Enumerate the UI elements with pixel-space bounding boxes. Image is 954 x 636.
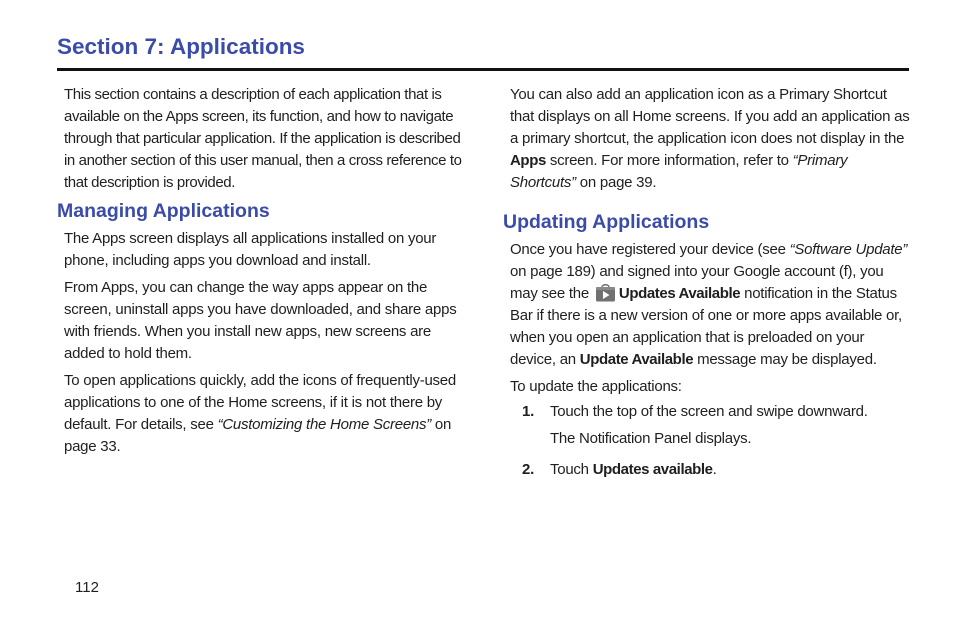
- update-available-term: Update Available: [579, 351, 694, 368]
- shortcut-text-2: screen. For more information, refer to: [545, 152, 793, 169]
- page-number: 112: [75, 579, 99, 596]
- step-text: Touch the top of the screen and swipe downward.: [550, 403, 868, 420]
- step-number: 1.: [522, 403, 535, 420]
- step-1-result: The Notification Panel displays.: [550, 430, 752, 447]
- primary-shortcut-paragraph: [510, 84, 910, 194]
- software-update-link[interactable]: “Software Update”: [789, 241, 908, 258]
- open-apps-paragraph: [64, 370, 464, 458]
- step-2: [510, 459, 910, 481]
- registration-text-4: message may be displayed.: [693, 351, 877, 368]
- left-column: [57, 84, 464, 458]
- title-divider: [57, 68, 909, 71]
- step-text-end: .: [712, 461, 717, 478]
- update-steps-list: [510, 401, 910, 481]
- updates-available-action: Updates available: [592, 461, 713, 478]
- play-store-icon: [595, 283, 616, 302]
- updates-available-term: Updates Available: [618, 285, 741, 302]
- step-text: Touch: [550, 461, 593, 478]
- apps-term: Apps: [510, 152, 546, 169]
- shortcut-text: You can also add an application icon as a Primary Shortcut that displays on all Home screens. If you add an application as a primary shortcut, the application icon does not display in the: [510, 86, 910, 147]
- step-1: [510, 401, 910, 423]
- right-column: [503, 84, 910, 481]
- managing-applications-heading: Managing Applications: [57, 200, 270, 222]
- step-number: 2.: [522, 461, 535, 478]
- registration-text: Once you have registered your device (see: [510, 241, 790, 258]
- open-apps-page-ref: on page 33.: [64, 416, 452, 455]
- intro-paragraph: This section contains a description of each application that is available on the Apps screen, its function, and how to navigate through that particular application. If the application is described in another section of this user manual, then a cross reference to that description is provided.: [64, 86, 462, 191]
- update-instructions-intro: To update the applications:: [510, 378, 682, 395]
- page-title: Section 7: Applications: [57, 34, 305, 59]
- primary-shortcuts-link[interactable]: “Primary Shortcuts”: [510, 152, 848, 191]
- from-apps-paragraph: From Apps, you can change the way apps appear on the screen, uninstall apps you have downloaded, and share apps with friends. When you install new apps, new screens are added to hold them.: [64, 279, 457, 362]
- apps-screen-paragraph: The Apps screen displays all applications installed on your phone, including apps you download and install.: [64, 230, 437, 269]
- open-apps-text: To open applications quickly, add the icons of frequently-used applications to one of the Home screens, if it is not there by default. For details, see: [64, 372, 456, 433]
- customizing-home-screens-link[interactable]: “Customizing the Home Screens”: [217, 416, 432, 433]
- updating-applications-heading: Updating Applications: [503, 211, 710, 233]
- registration-text-2: on page 189) and signed into your Google account (f), you may see the: [510, 263, 884, 302]
- shortcut-page-ref: on page 39.: [575, 174, 657, 191]
- registration-paragraph: [510, 239, 910, 371]
- registration-text-3: notification in the Status Bar if there is a new version of one or more apps available or, when you open an application that is preloaded on your device, an: [510, 285, 902, 368]
